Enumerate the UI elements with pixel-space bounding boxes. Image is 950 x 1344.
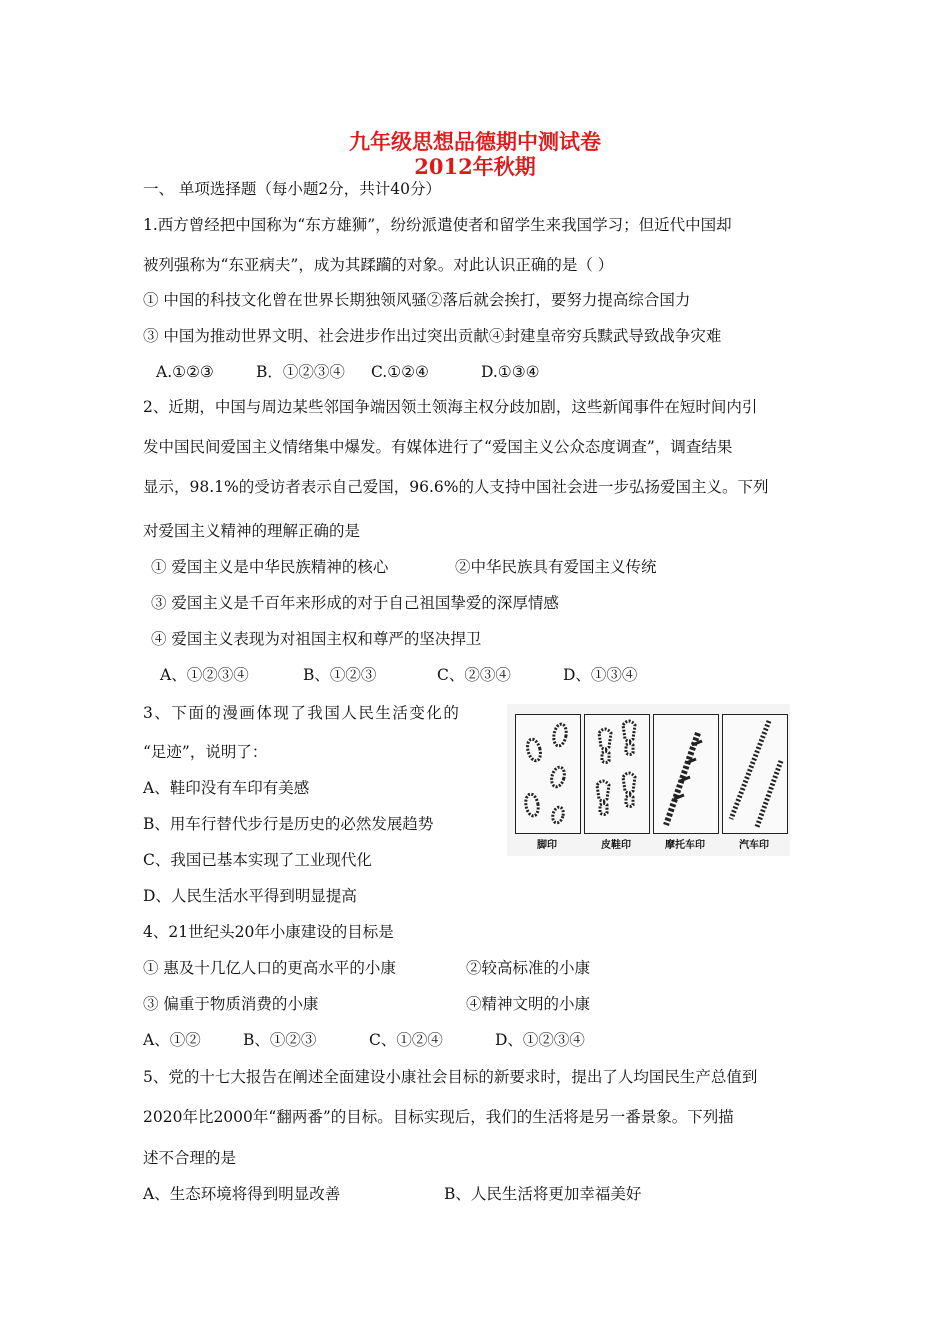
- shoe-print-panel: [584, 714, 650, 834]
- q4-option-a: A、①②: [143, 1031, 201, 1049]
- caption-bare-footprint: 脚印: [537, 840, 557, 851]
- q1-stem-line1: 1.西方曾经把中国称为“东方雄狮”，纷纷派遣使者和留学生来我国学习；但近代中国却: [143, 216, 732, 234]
- q1-statement-1: ① 中国的科技文化曾在世界长期独领风骚②落后就会挨打，要努力提高综合国力: [143, 291, 691, 309]
- q1-option-c: C.①②④: [371, 363, 429, 381]
- q3-option-a: A、鞋印没有车印有美感: [143, 779, 310, 797]
- q4-option-b: B、①②③: [243, 1031, 317, 1049]
- bare-footprint-panel: [515, 714, 581, 834]
- q1-stem-line2: 被列强称为“东亚病夫”，成为其蹂躏的对象。对此认识正确的是（ ）: [143, 256, 614, 274]
- q2-option-c: C、②③④: [437, 666, 511, 684]
- q3-option-d: D、人民生活水平得到明显提高: [143, 887, 357, 905]
- caption-shoe-print: 皮鞋印: [601, 840, 631, 851]
- bare-footprint-icon: [516, 715, 580, 833]
- q2-statement-1: ① 爱国主义是中华民族精神的核心: [151, 558, 389, 576]
- q2-stem-line4: 对爱国主义精神的理解正确的是: [143, 522, 361, 540]
- exam-title: 九年级思想品德期中测试卷: [349, 129, 601, 154]
- q4-statement-1: ① 惠及十几亿人口的更高水平的小康: [143, 959, 396, 977]
- q4-option-c: C、①②④: [369, 1031, 443, 1049]
- section-heading: 一、 单项选择题（每小题2分，共计40分）: [143, 180, 442, 198]
- q2-option-b: B、①②③: [303, 666, 377, 684]
- q2-statement-3: ③ 爱国主义是千百年来形成的对于自己祖国挚爱的深厚情感: [151, 594, 559, 612]
- q2-statement-2: ②中华民族具有爱国主义传统: [455, 558, 657, 576]
- q4-option-d: D、①②③④: [495, 1031, 585, 1049]
- q1-statement-2: ③ 中国为推动世界文明、社会进步作出过突出贡献④封建皇帝穷兵黩武导致战争灾难: [143, 327, 722, 345]
- q3-option-b: B、用车行替代步行是历史的必然发展趋势: [143, 815, 434, 833]
- q5-stem-line2: 2020年比2000年“翻两番”的目标。目标实现后，我们的生活将是另一番景象。下列描: [143, 1108, 734, 1126]
- q2-option-d: D、①③④: [563, 666, 638, 684]
- q5-option-b: B、人民生活将更加幸福美好: [444, 1185, 642, 1203]
- q5-stem-line1: 5、党的十七大报告在阐述全面建设小康社会目标的新要求时，提出了人均国民生产总值到: [143, 1068, 758, 1086]
- q2-option-a: A、①②③④: [160, 666, 249, 684]
- shoe-print-icon: [585, 715, 649, 833]
- motorcycle-track-panel: [653, 714, 719, 834]
- q1-option-a: A.①②③: [156, 363, 214, 381]
- q4-statement-2: ②较高标准的小康: [466, 959, 591, 977]
- q4-statement-4: ④精神文明的小康: [466, 995, 591, 1013]
- motorcycle-track-icon: [654, 715, 718, 833]
- q1-option-d: D.①③④: [481, 363, 540, 381]
- q2-stem-line1: 2、近期，中国与周边某些邻国争端因领土领海主权分歧加剧，这些新闻事件在短时间内引: [143, 398, 758, 416]
- caption-car-track: 汽车印: [739, 840, 769, 851]
- caption-motorcycle-track: 摩托车印: [665, 840, 705, 851]
- q3-stem-line1: 3、下面的漫画体现了我国人民生活变化的: [143, 704, 461, 722]
- car-track-icon: [723, 715, 787, 833]
- q3-stem-line2: “足迹”，说明了：: [143, 743, 268, 761]
- q3-option-c: C、我国已基本实现了工业现代化: [143, 851, 372, 869]
- q4-statement-3: ③ 偏重于物质消费的小康: [143, 995, 319, 1013]
- q5-option-a: A、生态环境将得到明显改善: [143, 1185, 341, 1203]
- q2-stem-line2: 发中国民间爱国主义情绪集中爆发。有媒体进行了“爱国主义公众态度调查”，调查结果: [143, 438, 733, 456]
- car-track-panel: [722, 714, 788, 834]
- q2-stem-line3: 显示，98.1%的受访者表示自己爱国，96.6%的人支持中国社会进一步弘扬爱国主义。下列: [143, 478, 769, 496]
- q2-statement-4: ④ 爱国主义表现为对祖国主权和尊严的坚决捍卫: [151, 630, 482, 648]
- q5-stem-line3: 述不合理的是: [143, 1149, 237, 1167]
- footprints-cartoon: [507, 704, 790, 856]
- q1-option-b: B．①②③④: [256, 363, 345, 381]
- q4-stem: 4、21世纪头20年小康建设的目标是: [143, 923, 394, 941]
- exam-term: 2012年秋期: [414, 154, 536, 179]
